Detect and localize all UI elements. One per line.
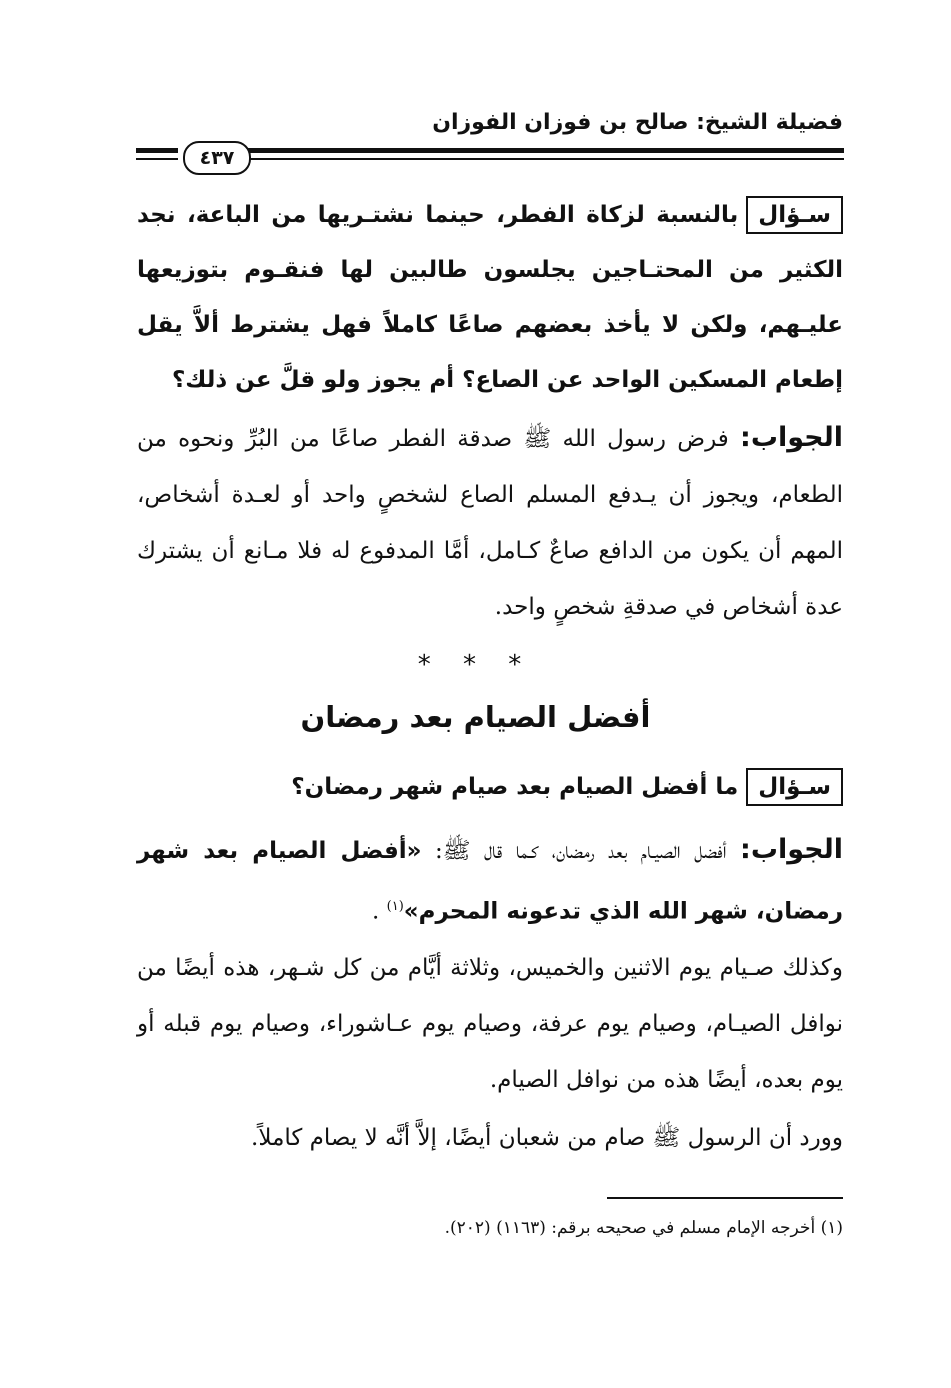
section-heading: أفضل الصيام بعد رمضان [300, 700, 651, 734]
question-1-text: بالنسبة لزكاة الفطر، حينما نشتـريها من الباعة، نجد الكثير من المحتـاجين يجلسون طالبين لها فنقـوم بتوزيعها عليـهم، ولكن لا يأخذ بعضهم صاعًا كاملاً فهل يشترط ألاَّ يقل إطعام المسكين الواحد عن الصاع؟ أم يجوز ولو قلَّ عن ذلك؟ [137, 202, 843, 393]
answer-1 [137, 410, 843, 635]
question-label: سـؤال [746, 768, 843, 806]
paragraph-4-text: وورد أن الرسول ﷺ صام من شعبان أيضًا، إلاَّ أنَّه لا يصام كاملاً. [251, 1125, 843, 1151]
page-number-badge: ٤٣٧ [183, 141, 251, 175]
answer-label: الجواب: [740, 834, 844, 865]
paragraph-3-text: وكذلك صـيام يوم الاثنين والخميس، وثلاثة أيَّام من كل شـهر، هذه أيضًا من نوافل الصيـام، وصيام يوم عرفة، وصيام يوم عـاشوراء، وصيام يوم قبله أو يوم بعده، أيضًا هذه من نوافل الصيام. [137, 955, 843, 1093]
question-label: سـؤال [746, 196, 843, 234]
running-header-title: فضيلة الشيخ: صالح بن فوزان الفوزان [432, 110, 843, 135]
hadith-quote: «أفضل الصيام بعد شهر رمضان، شهر الله الذي تدعونه المحرم» [137, 838, 843, 925]
footnote-rule [607, 1197, 843, 1199]
footnote-reference: (١) [386, 899, 404, 914]
question-2-text: ما أفضل الصيام بعد صيام شهر رمضان؟ [291, 774, 739, 800]
question-1 [137, 188, 843, 408]
section-separator: * * * [417, 650, 534, 680]
paragraph-4 [137, 1110, 843, 1166]
answer-label: الجواب: [740, 422, 843, 453]
answer-2-text: أفضل الصيـام بعد رمضان، كـما قال ﷺ: [434, 838, 727, 864]
answer-1-text: فرض رسول الله ﷺ صدقة الفطر صاعًا من البُرِّ ونحوه من الطعام، ويجوز أن يـدفع المسلم الصاع لشخصٍ واحد أو لعـدة أشخاص، المهم أن يكون من الدافع صاعٌ كـامل، أمَّا المدفوع له فلا مـانع أن يشترك عدة أشخاص في صدقةِ شخصٍ واحد. [137, 426, 843, 620]
answer-2-end: . [372, 898, 380, 925]
footnote: (١) أخرجه الإمام مسلم في صحيحه برقم: (١١٦٣) (٢٠٢). [444, 1218, 843, 1238]
paragraph-3 [137, 940, 843, 1108]
question-2 [137, 760, 843, 815]
answer-2 [137, 822, 843, 940]
